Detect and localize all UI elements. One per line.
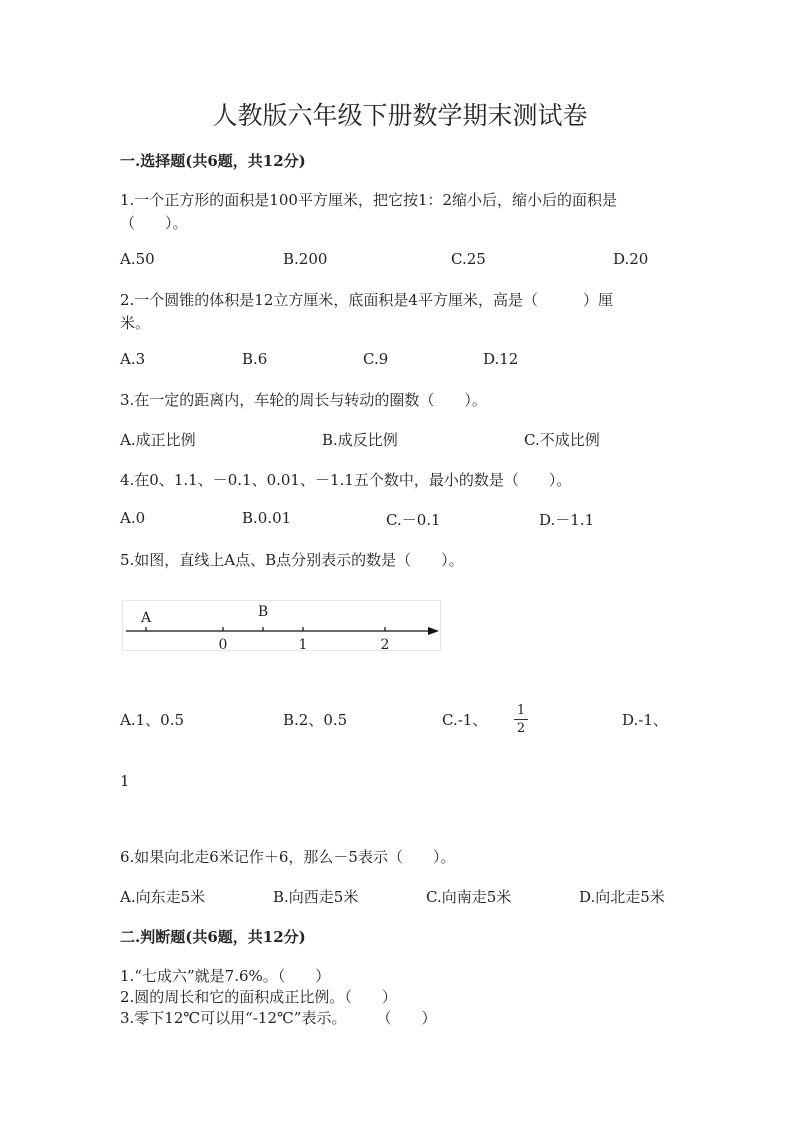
question-2-line-2: 米。 [120,314,151,332]
section-heading-judgement: 二.判断题(共6题，共12分) [120,928,306,946]
q1-option-d: D.20 [613,250,649,268]
fraction-denominator: 2 [516,721,526,736]
q2-option-d: D.12 [483,350,519,368]
q5-option-b: B.2、0.5 [283,711,348,729]
q5-option-d-wrap: 1 [120,772,130,790]
q2-option-b: B.6 [242,350,268,368]
question-6-line-1: 6.如果向北走6米记作＋6，那么－5表示（ ）。 [120,848,456,866]
figure-border [123,601,441,651]
question-1-line-1: 1.一个正方形的面积是100平方厘米，把它按1：2缩小后，缩小后的面积是 [120,191,618,209]
q1-option-a: A.50 [120,250,155,268]
fraction-bar [514,719,528,720]
q5-option-c-fraction [514,703,528,736]
tick-label-1: 1 [298,637,308,652]
page-title: 人教版六年级下册数学期末测试卷 [212,101,588,130]
q5-option-a: A.1、0.5 [120,711,184,729]
point-b-label: B [257,604,269,620]
question-1-line-2: （ ）。 [120,214,188,232]
judgement-item-1: 1.“七成六”就是7.6%。（ ） [120,967,331,985]
question-2-line-1: 2.一个圆锥的体积是12立方厘米，底面积是4平方厘米，高是（ ）厘 [120,291,613,309]
q3-option-c: C.不成比例 [524,431,600,449]
point-a-label: A [140,610,152,626]
q1-option-b: B.200 [283,250,328,268]
fraction-numerator: 1 [516,703,526,718]
question-3-line-1: 3.在一定的距离内，车轮的周长与转动的圈数（ ）。 [120,391,487,409]
q6-option-a: A.向东走5米 [120,888,206,906]
question-5-line-1: 5.如图，直线上A点、B点分别表示的数是（ ）。 [120,551,464,569]
q4-option-c: C.－0.1 [386,511,441,529]
q3-option-b: B.成反比例 [322,431,398,449]
q1-option-c: C.25 [451,250,486,268]
q6-option-d: D.向北走5米 [579,888,665,906]
q5-option-d: D.-1、 [622,711,668,729]
q5-option-c: C.-1、 [442,711,488,729]
q4-option-d: D.－1.1 [539,511,595,529]
tick-label-2: 2 [380,637,390,652]
number-line-arrowhead [428,627,439,635]
q2-option-a: A.3 [120,350,146,368]
q4-option-b: B.0.01 [242,509,292,527]
q4-option-a: A.0 [120,509,146,527]
question-4-line-1: 4.在0、1.1、－0.1、0.01、－1.1五个数中，最小的数是（ ）。 [120,471,572,489]
judgement-item-2: 2.圆的周长和它的面积成正比例。（ ） [120,988,397,1006]
tick-label-0: 0 [218,637,228,652]
number-line-figure [122,600,442,652]
q3-option-a: A.成正比例 [120,431,196,449]
judgement-item-3: 3.零下12℃可以用“-12℃”表示。 （ ） [120,1009,437,1027]
q2-option-c: C.9 [363,350,389,368]
q6-option-b: B.向西走5米 [273,888,359,906]
section-heading-choice: 一.选择题(共6题，共12分) [120,152,306,170]
q6-option-c: C.向南走5米 [426,888,512,906]
